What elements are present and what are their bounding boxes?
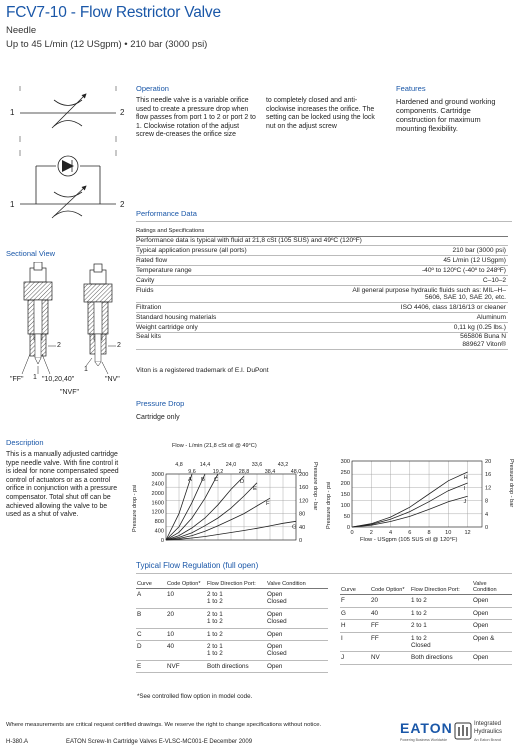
col-code: Code Option* bbox=[166, 580, 206, 588]
code-cell: 10 bbox=[166, 588, 206, 608]
condition-cell: Open bbox=[472, 652, 512, 664]
direction-cell: 2 to 1 bbox=[410, 620, 472, 632]
chart-2 bbox=[326, 455, 496, 541]
direction-cell: 2 to 1 1 to 2 bbox=[206, 640, 266, 660]
description-heading: Description bbox=[6, 438, 44, 447]
sectional-label-1: 1 bbox=[33, 374, 37, 381]
col-direction: Flow Direction Port: bbox=[206, 580, 266, 588]
perf-label: Cavity bbox=[136, 276, 348, 286]
curve-cell: G bbox=[340, 607, 370, 619]
subtitle: Needle bbox=[6, 25, 37, 36]
y2-tick-label: 160 bbox=[299, 485, 309, 492]
y2-tick-label: 16 bbox=[485, 472, 492, 479]
perf-value: ISO 4406, class 18/16/13 or cleaner bbox=[348, 303, 508, 313]
integrated-hydraulics-logo-icon bbox=[454, 721, 472, 741]
chart1-ylabel: Pressure drop - psi bbox=[132, 484, 138, 532]
ih-line-3: An Eaton Brand bbox=[474, 738, 501, 742]
chart2-ylabel: Pressure drop - psi bbox=[326, 481, 332, 529]
curve-cell: C bbox=[136, 628, 166, 640]
x-tick-label: 33,6 bbox=[251, 462, 263, 468]
condition-cell: Open bbox=[472, 595, 512, 607]
operation-heading: Operation bbox=[136, 84, 169, 93]
sectional-label-codes: "10,20,40" bbox=[42, 376, 75, 383]
perf-label: Standard housing materials bbox=[136, 313, 348, 323]
condition-cell: Open Closed bbox=[266, 608, 328, 628]
x-tick-label: 2 bbox=[369, 530, 373, 536]
condition-cell: Open bbox=[472, 607, 512, 619]
performance-heading: Performance Data bbox=[136, 209, 197, 218]
code-cell: NV bbox=[370, 652, 410, 664]
table-row bbox=[340, 632, 512, 652]
code-cell: FF bbox=[370, 632, 410, 652]
code-cell: 40 bbox=[166, 640, 206, 660]
sectional-label-nv: "NV" bbox=[105, 376, 120, 383]
catalog-reference: EATON Screw-In Cartridge Valves E-VLSC-MC001-E December 2009 bbox=[66, 739, 253, 745]
y-tick-label: 2000 bbox=[151, 490, 164, 497]
y-tick-label: 0 bbox=[346, 525, 350, 531]
y2-tick-label: 120 bbox=[299, 498, 309, 505]
regulation-table-left bbox=[136, 580, 328, 673]
eaton-logo: EATON bbox=[400, 720, 453, 736]
code-cell: 40 bbox=[370, 607, 410, 619]
regulation-table-right bbox=[340, 580, 512, 665]
y-tick-label: 1600 bbox=[151, 500, 164, 507]
section-divider bbox=[136, 573, 512, 574]
table-row bbox=[136, 628, 328, 640]
x-tick-label: 38,4 bbox=[264, 469, 276, 475]
port-label-2b: 2 bbox=[120, 200, 125, 209]
direction-cell: 2 to 1 1 to 2 bbox=[206, 608, 266, 628]
direction-cell: Both directions bbox=[206, 660, 266, 672]
x-tick-label: 9,6 bbox=[188, 469, 196, 475]
plot-frame bbox=[352, 461, 482, 527]
ih-line-1: Integrated bbox=[474, 721, 502, 727]
hydraulic-symbols bbox=[6, 86, 130, 226]
x-tick-label: 43,2 bbox=[277, 462, 289, 468]
x-tick-label: 28,8 bbox=[238, 469, 250, 475]
spec-line: Up to 45 L/min (12 USgpm) • 210 bar (3000 psi) bbox=[6, 39, 208, 50]
perf-label: Temperature range bbox=[136, 266, 348, 276]
pressure-drop-subheading: Cartridge only bbox=[136, 414, 180, 421]
x-tick-label: 24,0 bbox=[225, 462, 237, 468]
table-row bbox=[340, 620, 512, 632]
code-cell: NVF bbox=[166, 660, 206, 672]
code-cell: FF bbox=[370, 620, 410, 632]
sectional-label-2a: 2 bbox=[57, 342, 61, 349]
curve-cell: F bbox=[340, 595, 370, 607]
footer-disclaimer: Where measurements are critical request certified drawings. We reserve the right to change specifications without notice. bbox=[6, 722, 322, 728]
y2-tick-label: 0 bbox=[485, 525, 489, 531]
direction-cell: 1 to 2 bbox=[410, 607, 472, 619]
y2-tick-label: 20 bbox=[485, 459, 492, 465]
features-heading: Features bbox=[396, 84, 426, 93]
curve-cell: E bbox=[136, 660, 166, 672]
y-tick-label: 2400 bbox=[151, 481, 164, 488]
series-label-a: A bbox=[188, 477, 192, 483]
table-row bbox=[136, 660, 328, 672]
perf-row bbox=[136, 256, 508, 266]
series-label-e: E bbox=[253, 485, 257, 492]
direction-cell: 1 to 2 bbox=[206, 628, 266, 640]
features-text: Hardened and ground working components. Cartridge construction for maximum mounting flexibility. bbox=[396, 97, 496, 133]
code-cell: 20 bbox=[166, 608, 206, 628]
perf-value: 45 L/min (12 USgpm) bbox=[348, 256, 508, 266]
title-separator: - bbox=[66, 4, 80, 21]
col-curve: Curve bbox=[340, 580, 370, 595]
series-label-c: C bbox=[214, 477, 219, 483]
perf-row bbox=[136, 332, 508, 349]
sectional-label-ff: "FF" bbox=[10, 376, 24, 383]
perf-value: C–10–2 bbox=[348, 276, 508, 286]
condition-cell: Open bbox=[266, 628, 328, 640]
y2-tick-label: 40 bbox=[299, 524, 306, 531]
curve-cell: D bbox=[136, 640, 166, 660]
y-tick-label: 150 bbox=[340, 492, 350, 498]
x-tick-label: 48,0 bbox=[290, 469, 302, 475]
series-label-i: I bbox=[463, 486, 466, 492]
curve-cell: B bbox=[136, 608, 166, 628]
series-label-j: J bbox=[463, 499, 467, 506]
y-tick-label: 300 bbox=[340, 459, 350, 465]
condition-cell: Open bbox=[472, 620, 512, 632]
viton-note: Viton is a registered trademark of E.I. DuPont bbox=[136, 367, 269, 374]
perf-label: Typical application pressure (all ports) bbox=[136, 246, 348, 256]
perf-value: 0,11 kg (0.25 lbs.) bbox=[348, 323, 508, 333]
table-row bbox=[340, 652, 512, 664]
x-tick-label: 14,4 bbox=[199, 462, 211, 468]
sectional-label-1b: 1 bbox=[84, 366, 88, 373]
col-condition: Valve Condition bbox=[266, 580, 328, 588]
x-tick-label: 0 bbox=[350, 530, 354, 536]
col-curve: Curve bbox=[136, 580, 166, 588]
model-number: FCV7-10 bbox=[6, 4, 67, 21]
chart2-xlabel: Flow - USgpm (105 SUS oil @ 120°F) bbox=[360, 537, 458, 543]
perf-value: 210 bar (3000 psi) bbox=[348, 246, 508, 256]
x-tick-label: 8 bbox=[427, 530, 431, 536]
x-tick-label: 6 bbox=[408, 530, 412, 536]
series-label-g: G bbox=[292, 524, 297, 531]
y2-tick-label: 0 bbox=[299, 538, 303, 544]
perf-table-header: Ratings and Specifications bbox=[136, 227, 508, 236]
series-label-d: D bbox=[240, 479, 245, 486]
perf-label: Weight cartridge only bbox=[136, 323, 348, 333]
y-tick-label: 250 bbox=[340, 470, 350, 476]
table-row bbox=[136, 588, 328, 608]
y-tick-label: 1200 bbox=[151, 509, 164, 516]
table-row bbox=[340, 607, 512, 619]
y-tick-label: 100 bbox=[340, 503, 350, 509]
curve-cell: H bbox=[340, 620, 370, 632]
sectional-label-2b: 2 bbox=[117, 342, 121, 349]
perf-value: All general purpose hydraulic fluids such as: MIL–H–5606, SAE 10, SAE 20, etc. bbox=[348, 286, 508, 303]
chart-1 bbox=[132, 450, 316, 546]
perf-label: Filtration bbox=[136, 303, 348, 313]
condition-cell: Open & bbox=[472, 632, 512, 652]
col-condition: Valve Condition bbox=[472, 580, 512, 595]
page-title bbox=[6, 4, 221, 23]
perf-row bbox=[136, 266, 508, 276]
series-label-f: F bbox=[266, 501, 270, 508]
x-tick-label: 4 bbox=[388, 530, 393, 536]
x-tick-label: 4,8 bbox=[175, 462, 183, 468]
regulation-footnote: *See controlled flow option in model code. bbox=[137, 693, 253, 700]
curve-cell: I bbox=[340, 632, 370, 652]
x-tick-label: 12 bbox=[464, 530, 471, 536]
regulation-heading: Typical Flow Regulation (full open) bbox=[136, 561, 259, 570]
eaton-tagline: Powering Business Worldwide bbox=[400, 738, 448, 742]
perf-value: Aluminum bbox=[348, 313, 508, 323]
port-label-1: 1 bbox=[10, 108, 15, 117]
perf-row bbox=[136, 323, 508, 333]
description-text: This is a manually adjusted cartridge type needle valve. With fine control it is ideal for none compensated speed control of actuators or as a control orifice in conjunction with a pressure compensator. Total shut off can be achieved allowing the valve to be used as a shut of valve. bbox=[6, 451, 119, 519]
y2-tick-label: 8 bbox=[485, 498, 489, 505]
y-tick-label: 0 bbox=[160, 538, 164, 544]
perf-row bbox=[136, 236, 508, 246]
col-code: Code Option* bbox=[370, 580, 410, 595]
chart1-xlabel: Flow - L/min (21,8 cSt oil @ 49°C) bbox=[172, 443, 257, 449]
condition-cell: Open Closed bbox=[266, 588, 328, 608]
chart1-y2label: Pressure drop - bar bbox=[312, 462, 318, 511]
y2-tick-label: 4 bbox=[485, 511, 489, 518]
performance-table bbox=[136, 227, 508, 350]
table-row bbox=[136, 640, 328, 660]
perf-row bbox=[136, 276, 508, 286]
sectional-view-drawing bbox=[12, 262, 128, 378]
port-label-2: 2 bbox=[120, 108, 125, 117]
operation-text-a: This needle valve is a variable orifice used to create a pressure drop when flow passes from port 1 to 2 or port 2 to 1. Clockwise rotation of the adjust screw de-creases the orifice size bbox=[136, 97, 256, 139]
perf-row bbox=[136, 313, 508, 323]
condition-cell: Open Closed bbox=[266, 640, 328, 660]
y2-tick-label: 80 bbox=[299, 511, 306, 518]
perf-label: Rated flow bbox=[136, 256, 348, 266]
sectional-view-heading: Sectional View bbox=[6, 249, 56, 258]
code-cell: 20 bbox=[370, 595, 410, 607]
section-divider bbox=[136, 221, 512, 222]
y-tick-label: 3000 bbox=[151, 472, 164, 478]
perf-row bbox=[136, 246, 508, 256]
curve-cell: A bbox=[136, 588, 166, 608]
y2-tick-label: 12 bbox=[485, 485, 492, 492]
y-tick-label: 50 bbox=[343, 514, 350, 520]
series-label-h: H bbox=[463, 475, 468, 481]
condition-cell: Open bbox=[266, 660, 328, 672]
x-tick-label: 10 bbox=[445, 530, 452, 536]
operation-text-b: to completely closed and anti-clockwise increases the orifice. The setting can be locked using the lock nut on the adjust screw bbox=[266, 97, 375, 130]
chart2-y2label: Pressure drop - bar bbox=[508, 459, 514, 508]
table-row bbox=[340, 595, 512, 607]
sectional-label-nvf: "NVF" bbox=[60, 389, 79, 396]
direction-cell: 2 to 1 1 to 2 bbox=[206, 588, 266, 608]
direction-cell: 1 to 2 Closed bbox=[410, 632, 472, 652]
y-tick-label: 800 bbox=[154, 519, 164, 526]
perf-row bbox=[136, 286, 508, 303]
direction-cell: 1 to 2 bbox=[410, 595, 472, 607]
product-name: Flow Restrictor Valve bbox=[79, 4, 221, 21]
page-number: H-380.A bbox=[6, 739, 29, 745]
perf-value: -40º to 120ºC (-40º to 248ºF) bbox=[348, 266, 508, 276]
perf-label: Fluids bbox=[136, 286, 348, 303]
y-tick-label: 200 bbox=[340, 481, 350, 487]
port-label-1b: 1 bbox=[10, 200, 15, 209]
ih-line-2: Hydraulics bbox=[474, 729, 503, 735]
series-label-b: B bbox=[201, 477, 205, 483]
y2-tick-label: 200 bbox=[299, 472, 309, 478]
perf-label: Seal kits bbox=[136, 332, 348, 349]
pressure-drop-heading: Pressure Drop bbox=[136, 399, 185, 408]
col-direction: Flow Direction Port: bbox=[410, 580, 472, 595]
perf-value: 565806 Buna N 889627 Viton® bbox=[348, 332, 508, 349]
curve-cell: J bbox=[340, 652, 370, 664]
perf-label: Performance data is typical with fluid at 21,8 cSt (105 SUS) and 49ºC (120ºF) bbox=[136, 236, 508, 246]
code-cell: 10 bbox=[166, 628, 206, 640]
y-tick-label: 400 bbox=[154, 528, 164, 535]
table-row bbox=[136, 608, 328, 628]
x-tick-label: 19,2 bbox=[212, 469, 224, 475]
perf-row bbox=[136, 303, 508, 313]
direction-cell: Both directions bbox=[410, 652, 472, 664]
